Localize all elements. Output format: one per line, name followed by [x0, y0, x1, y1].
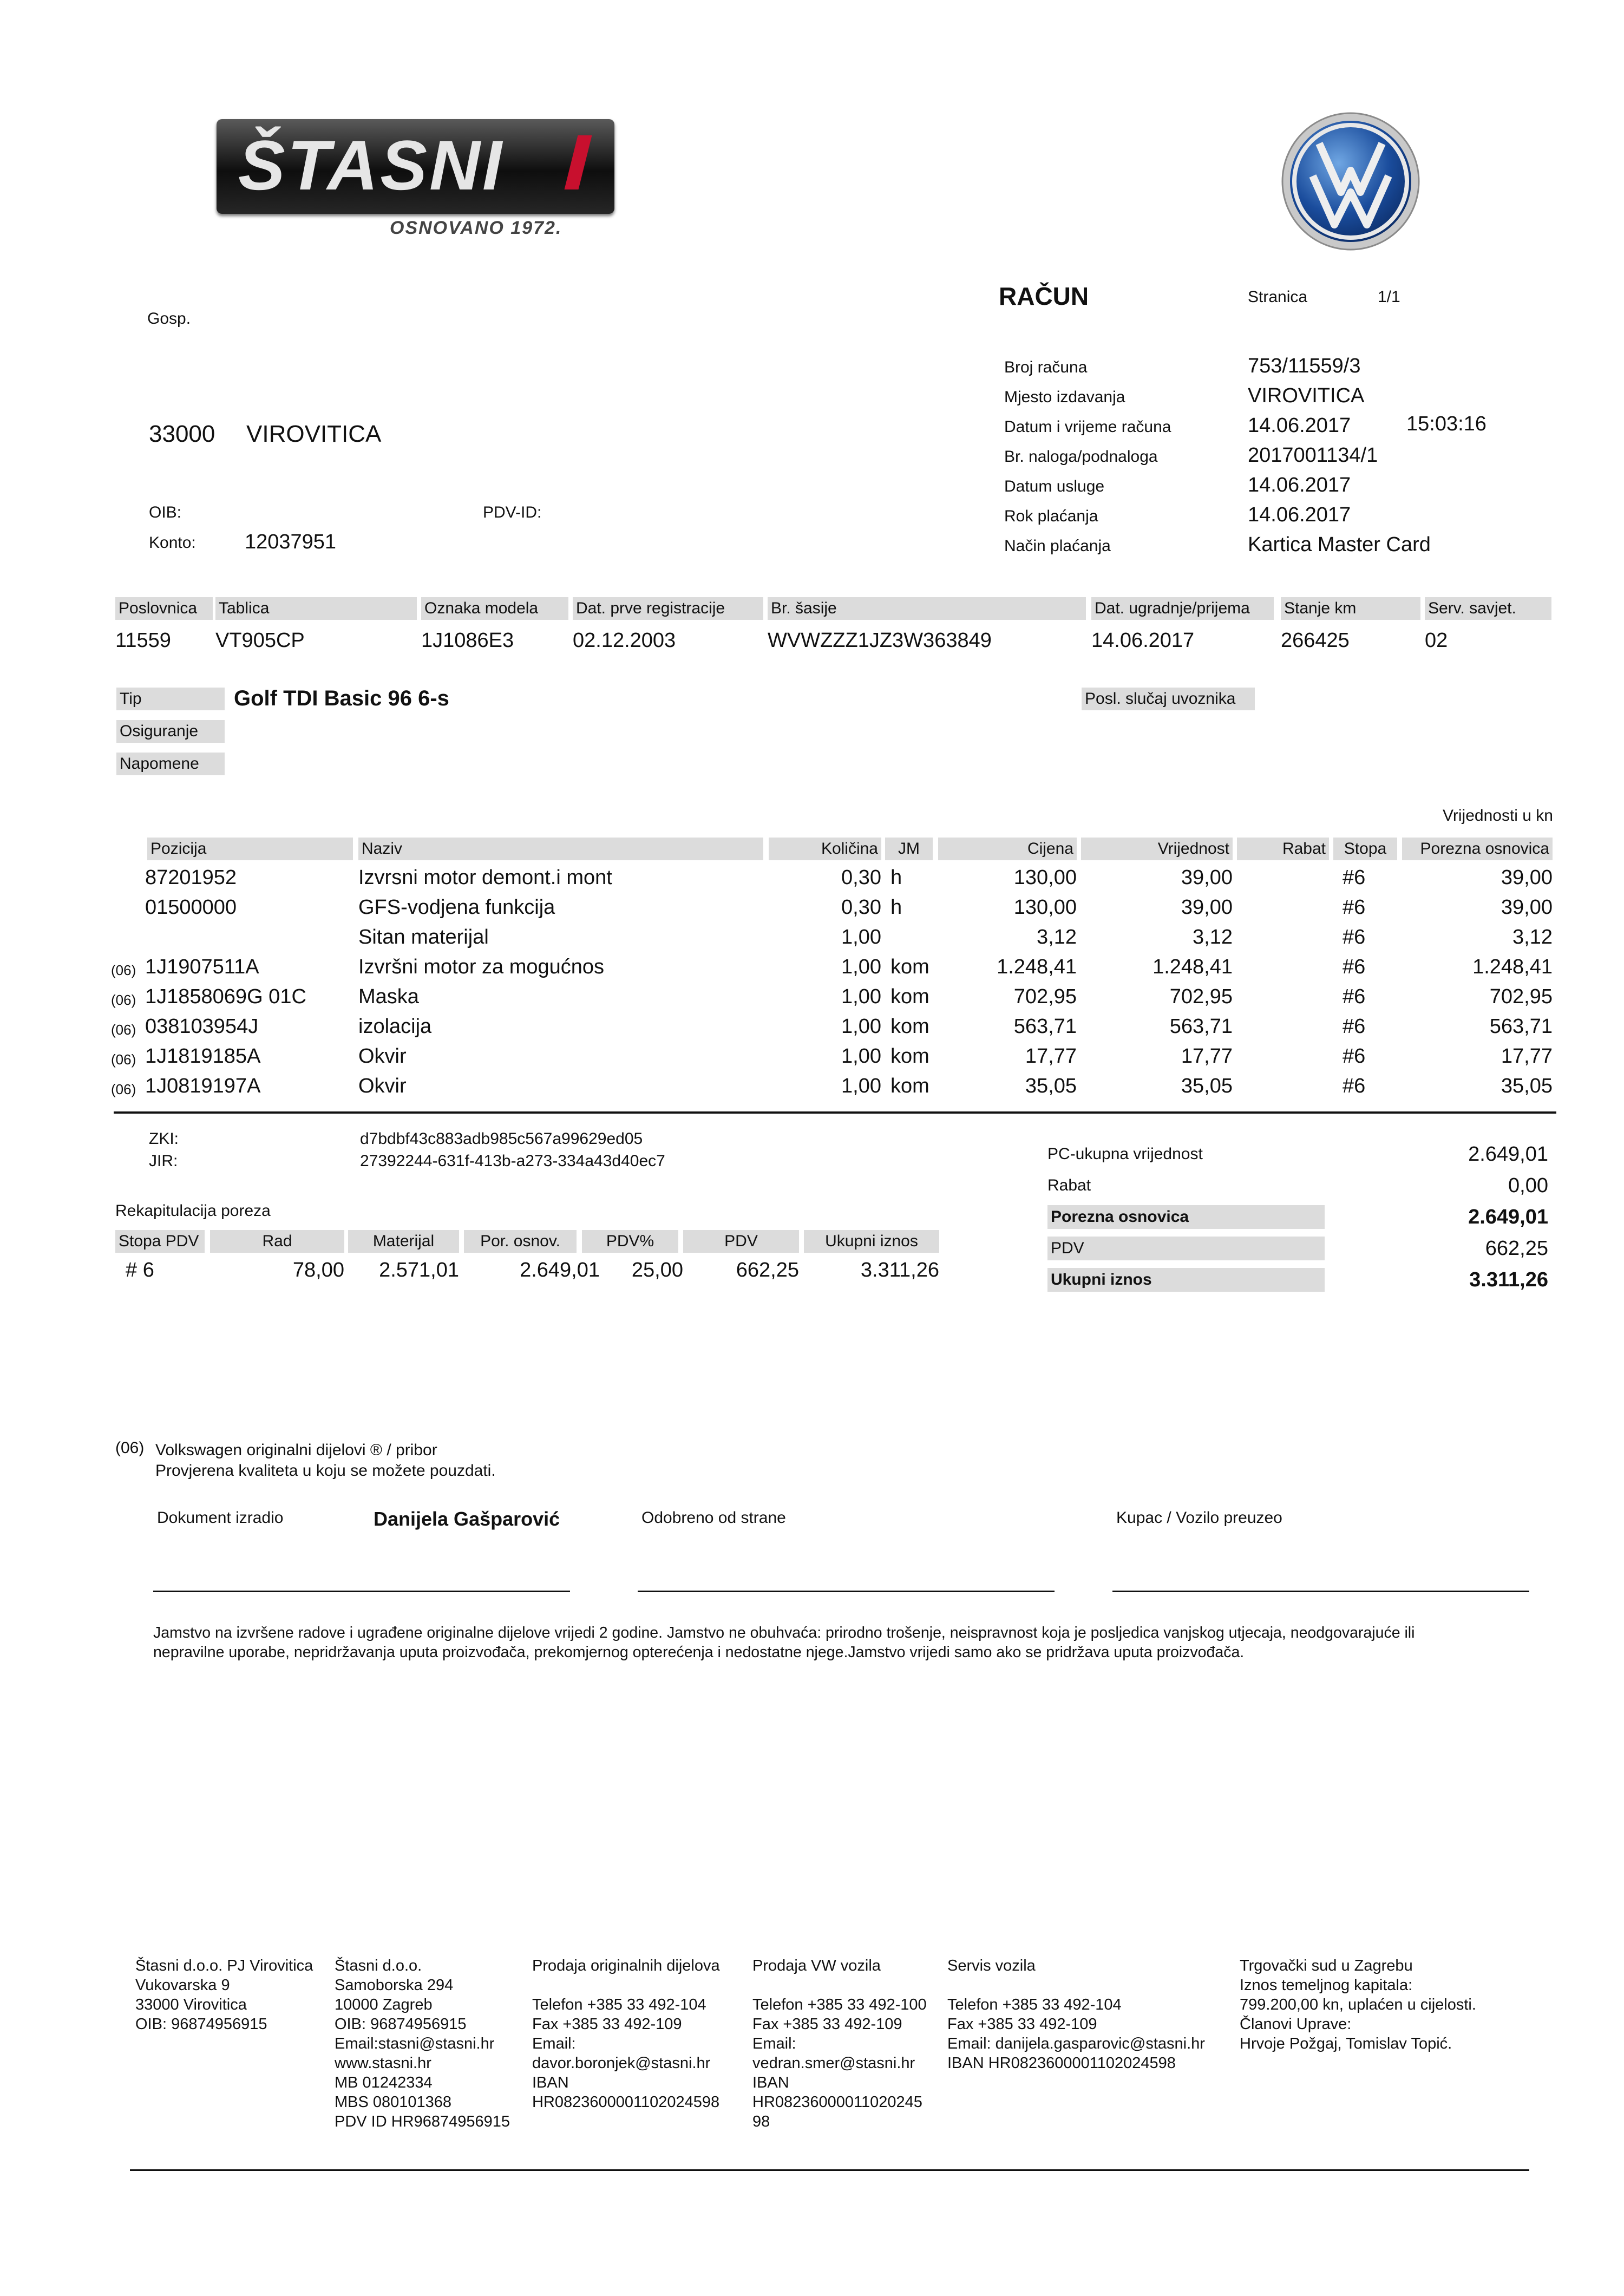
- tax-recap-header-cell: PDV: [683, 1230, 799, 1253]
- invoice-field-label: Br. naloga/podnaloga: [1004, 448, 1158, 466]
- tax-recap-cell: 662,25: [736, 1259, 799, 1281]
- page-number: 1/1: [1378, 288, 1400, 306]
- item-price: 130,00: [1013, 866, 1077, 889]
- tip-label: Tip: [116, 688, 225, 710]
- item-name: Okvir: [358, 1045, 407, 1068]
- oib-label: OIB:: [149, 503, 182, 521]
- tax-recap-cell: 2.571,01: [379, 1259, 459, 1281]
- tax-recap-header-cell: Materijal: [348, 1230, 459, 1253]
- invoice-field-label: Rok plaćanja: [1004, 507, 1098, 525]
- item-tax-rate: #6: [1343, 956, 1366, 978]
- invoice-field-value: VIROVITICA: [1248, 384, 1365, 407]
- items-header-cell: JM: [885, 838, 933, 860]
- item-name: Izvršni motor za mogućnos: [358, 956, 605, 978]
- invoice-field-value: 14.06.2017: [1248, 474, 1351, 496]
- total-value: 2.649,01: [1468, 1206, 1548, 1228]
- item-unit: kom: [890, 956, 929, 978]
- item-value: 702,95: [1169, 985, 1233, 1008]
- konto-label: Konto:: [149, 534, 196, 552]
- items-header-cell: Cijena: [938, 838, 1077, 860]
- item-prefix: (06): [111, 962, 136, 978]
- items-header-cell: Rabat: [1237, 838, 1329, 860]
- tax-recap-header-cell: Por. osnov.: [464, 1230, 577, 1253]
- invoice-field-label: Način plaćanja: [1004, 537, 1111, 555]
- item-tax-base: 39,00: [1501, 896, 1553, 919]
- warranty-line2: nepravilne uporabe, nepridržavanja uputa proizvođača, prekomjernog opterećenja i nedostatne njege.Jamstvo vrijedi samo ako se pridržava uputa proizvođača.: [153, 1644, 1245, 1661]
- page-label: Stranica: [1248, 288, 1308, 306]
- item-position: 1J1819185A: [145, 1045, 261, 1068]
- item-tax-base: 702,95: [1489, 985, 1553, 1008]
- total-label: PDV: [1047, 1237, 1325, 1260]
- invoice-field-value: Kartica Master Card: [1248, 533, 1431, 556]
- item-unit: h: [890, 896, 902, 919]
- vehicle-value-cell: 1J1086E3: [421, 629, 514, 652]
- item-tax-base: 3,12: [1512, 926, 1553, 949]
- vehicle-value-cell: 266425: [1281, 629, 1350, 652]
- item-quantity: 1,00: [841, 985, 881, 1008]
- customer-city: VIROVITICA: [246, 421, 382, 447]
- items-header-cell: Porezna osnovica: [1402, 838, 1553, 860]
- footer-service: Servis vozila Telefon +385 33 492-104 Fax +385 33 492-109 Email: danijela.gasparovic@stasni.hr IBAN HR0823600001102024598: [947, 1957, 1205, 2072]
- posl-slucaj-label: Posl. slučaj uvoznika: [1082, 688, 1255, 710]
- item-price: 3,12: [1037, 926, 1077, 949]
- item-name: Maska: [358, 985, 419, 1008]
- jir-label: JIR:: [149, 1152, 178, 1170]
- item-price: 130,00: [1013, 896, 1077, 919]
- item-tax-rate: #6: [1343, 896, 1366, 919]
- footer-branch: Štasni d.o.o. PJ Virovitica Vukovarska 9 33000 Virovitica OIB: 96874956915: [135, 1957, 313, 2033]
- item-tax-base: 17,77: [1501, 1045, 1553, 1068]
- items-bottom-rule: [114, 1111, 1556, 1114]
- vehicle-value-cell: 14.06.2017: [1091, 629, 1195, 652]
- item-price: 563,71: [1013, 1015, 1077, 1038]
- vehicle-value-cell: 11559: [115, 629, 171, 652]
- item-quantity: 1,00: [841, 1045, 881, 1068]
- invoice-field-label: Broj računa: [1004, 358, 1088, 376]
- jir-value: 27392244-631f-413b-a273-334a43d40ec7: [360, 1152, 665, 1170]
- footer-court-info: Trgovački sud u Zagrebu Iznos temeljnog kapitala: 799.200,00 kn, uplaćen u cijelosti. Članovi Uprave: Hrvoje Požgaj, Tomislav Topić.: [1240, 1957, 1476, 2052]
- item-quantity: 1,00: [841, 1075, 881, 1097]
- item-tax-rate: #6: [1343, 926, 1366, 949]
- vehicle-value-cell: WVWZZZ1JZ3W363849: [768, 629, 992, 652]
- invoice-title: RAČUN: [999, 282, 1089, 310]
- tax-recap-cell: 25,00: [631, 1259, 683, 1281]
- tax-recap-header-cell: PDV%: [582, 1230, 678, 1253]
- vehicle-header-cell: Tablica: [215, 597, 417, 620]
- item-position: 1J1907511A: [145, 956, 259, 978]
- pdv-id-label: PDV-ID:: [483, 503, 542, 521]
- item-price: 1.248,41: [997, 956, 1077, 978]
- note-prefix: (06): [115, 1439, 145, 1457]
- tax-recap-header-cell: Ukupni iznos: [804, 1230, 939, 1253]
- approved-by-label: Odobreno od strane: [641, 1509, 786, 1527]
- item-position: 1J0819197A: [145, 1075, 261, 1097]
- item-unit: kom: [890, 1075, 929, 1097]
- item-value: 3,12: [1193, 926, 1233, 949]
- item-tax-base: 39,00: [1501, 866, 1553, 889]
- vehicle-header-cell: Serv. savjet.: [1425, 597, 1551, 620]
- total-label: Porezna osnovica: [1047, 1205, 1325, 1229]
- item-name: Okvir: [358, 1075, 407, 1097]
- invoice-field-label: Datum usluge: [1004, 477, 1105, 495]
- item-quantity: 1,00: [841, 926, 881, 949]
- footer-company: Štasni d.o.o. Samoborska 294 10000 Zagreb OIB: 96874956915 Email:stasni@stasni.hr www.stasni.hr MB 01242334 MBS 080101368 PDV ID HR96874956915: [335, 1957, 510, 2130]
- item-tax-rate: #6: [1343, 1015, 1366, 1038]
- total-value: 3.311,26: [1469, 1268, 1548, 1291]
- item-position: 87201952: [145, 866, 237, 889]
- total-label: Rabat: [1047, 1176, 1091, 1194]
- total-label: PC-ukupna vrijednost: [1047, 1145, 1203, 1163]
- vehicle-header-cell: Oznaka modela: [421, 597, 568, 620]
- stasni-tagline: OSNOVANO 1972.: [390, 218, 562, 238]
- item-quantity: 0,30: [841, 866, 881, 889]
- total-value: 2.649,01: [1468, 1143, 1548, 1166]
- items-header-cell: Stopa: [1333, 838, 1397, 860]
- invoice-time: 15:03:16: [1406, 413, 1487, 435]
- items-header-cell: Pozicija: [147, 838, 353, 860]
- vehicle-value-cell: 02.12.2003: [573, 629, 676, 652]
- zki-label: ZKI:: [149, 1130, 179, 1148]
- item-unit: h: [890, 866, 902, 889]
- item-unit: kom: [890, 1045, 929, 1068]
- note-line2: Provjerena kvaliteta u koju se možete pouzdati.: [155, 1462, 496, 1480]
- item-quantity: 1,00: [841, 956, 881, 978]
- item-tax-rate: #6: [1343, 866, 1366, 889]
- stasni-logo-accent: [565, 135, 592, 189]
- stasni-logo: [217, 119, 614, 214]
- vehicle-value-cell: 02: [1425, 629, 1448, 652]
- total-value: 0,00: [1508, 1174, 1548, 1197]
- item-price: 35,05: [1025, 1075, 1077, 1097]
- made-by-name: Danijela Gašparović: [374, 1508, 560, 1530]
- tax-recap-cell: # 6: [126, 1259, 154, 1281]
- item-tax-rate: #6: [1343, 1045, 1366, 1068]
- item-prefix: (06): [111, 1022, 136, 1038]
- items-header-cell: Naziv: [358, 838, 763, 860]
- invoice-field-value: 14.06.2017: [1248, 414, 1351, 437]
- item-price: 17,77: [1025, 1045, 1077, 1068]
- warranty-line1: Jamstvo na izvršene radove i ugrađene originalne dijelove vrijedi 2 godine. Jamstvo ne obuhvaća: prirodno trošenje, neispravnost koja je posljedica vanjskog utjecaja, neodgovarajuće ili: [153, 1624, 1415, 1641]
- invoice-field-value: 14.06.2017: [1248, 503, 1351, 526]
- invoice-field-label: Mjesto izdavanja: [1004, 388, 1125, 406]
- tax-recap-cell: 78,00: [292, 1259, 344, 1281]
- buyer-label: Kupac / Vozilo preuzeo: [1116, 1509, 1282, 1527]
- zki-value: d7bdbf43c883adb985c567a99629ed05: [360, 1130, 643, 1148]
- item-value: 563,71: [1169, 1015, 1233, 1038]
- items-header-cell: Količina: [769, 838, 881, 860]
- footer-vw-sales: Prodaja VW vozila Telefon +385 33 492-100 Fax +385 33 492-109 Email: vedran.smer@stasni.hr IBAN HR08236000011020245 98: [752, 1957, 927, 2130]
- osiguranje-label: Osiguranje: [116, 720, 225, 743]
- tax-recap-header-cell: Stopa PDV: [115, 1230, 205, 1253]
- item-unit: kom: [890, 985, 929, 1008]
- item-tax-base: 563,71: [1489, 1015, 1553, 1038]
- tax-recap-cell: 2.649,01: [520, 1259, 600, 1281]
- vehicle-header-cell: Stanje km: [1281, 597, 1420, 620]
- item-tax-rate: #6: [1343, 1075, 1366, 1097]
- signature-line-buyer: [1112, 1591, 1529, 1592]
- footer-parts-sales: Prodaja originalnih dijelova Telefon +385 33 492-104 Fax +385 33 492-109 Email: davor.boronjek@stasni.hr IBAN HR0823600001102024598: [532, 1957, 720, 2111]
- customer-postcode: 33000: [149, 421, 215, 447]
- items-header-cell: Vrijednost: [1081, 838, 1233, 860]
- item-position: 01500000: [145, 896, 237, 919]
- item-name: GFS-vodjena funkcija: [358, 896, 555, 919]
- vw-logo: [1280, 111, 1421, 252]
- footer-rule: [130, 2169, 1529, 2171]
- item-value: 39,00: [1181, 866, 1233, 889]
- item-name: izolacija: [358, 1015, 432, 1038]
- tax-recap-header-cell: Rad: [210, 1230, 344, 1253]
- konto-value: 12037951: [245, 531, 337, 553]
- currency-note: Vrijednosti u kn: [1443, 807, 1553, 825]
- total-label: Ukupni iznos: [1047, 1268, 1325, 1292]
- stasni-logo-text: ŠTASNI: [238, 126, 505, 205]
- item-name: Izvrsni motor demont.i mont: [358, 866, 612, 889]
- vehicle-header-cell: Dat. ugradnje/prijema: [1091, 597, 1274, 620]
- item-quantity: 0,30: [841, 896, 881, 919]
- item-prefix: (06): [111, 992, 136, 1008]
- item-value: 17,77: [1181, 1045, 1233, 1068]
- vehicle-header-cell: Dat. prve registracije: [573, 597, 763, 620]
- signature-line-made-by: [153, 1591, 570, 1592]
- item-name: Sitan materijal: [358, 926, 489, 949]
- item-prefix: (06): [111, 1081, 136, 1097]
- item-position: 1J1858069G 01C: [145, 985, 306, 1008]
- tax-recap-title: Rekapitulacija poreza: [115, 1202, 271, 1220]
- vehicle-value-cell: VT905CP: [215, 629, 305, 652]
- item-value: 1.248,41: [1152, 956, 1233, 978]
- invoice-field-value: 753/11559/3: [1248, 355, 1361, 377]
- item-tax-rate: #6: [1343, 985, 1366, 1008]
- item-price: 702,95: [1013, 985, 1077, 1008]
- item-unit: kom: [890, 1015, 929, 1038]
- item-position: 038103954J: [145, 1015, 259, 1038]
- item-value: 39,00: [1181, 896, 1233, 919]
- invoice-field-value: 2017001134/1: [1248, 444, 1378, 467]
- item-quantity: 1,00: [841, 1015, 881, 1038]
- tax-recap-cell: 3.311,26: [860, 1259, 939, 1281]
- signature-line-approved: [638, 1591, 1055, 1592]
- tip-value: Golf TDI Basic 96 6-s: [234, 686, 449, 710]
- item-value: 35,05: [1181, 1075, 1233, 1097]
- salutation: Gosp.: [147, 310, 191, 328]
- vehicle-header-cell: Poslovnica: [115, 597, 213, 620]
- note-line1: Volkswagen originalni dijelovi ® / pribor: [155, 1441, 437, 1459]
- invoice-field-label: Datum i vrijeme računa: [1004, 418, 1171, 436]
- made-by-label: Dokument izradio: [157, 1509, 284, 1527]
- total-value: 662,25: [1485, 1237, 1548, 1260]
- vehicle-header-cell: Br. šasije: [768, 597, 1086, 620]
- item-tax-base: 35,05: [1501, 1075, 1553, 1097]
- item-tax-base: 1.248,41: [1472, 956, 1553, 978]
- napomene-label: Napomene: [116, 753, 225, 775]
- item-prefix: (06): [111, 1051, 136, 1068]
